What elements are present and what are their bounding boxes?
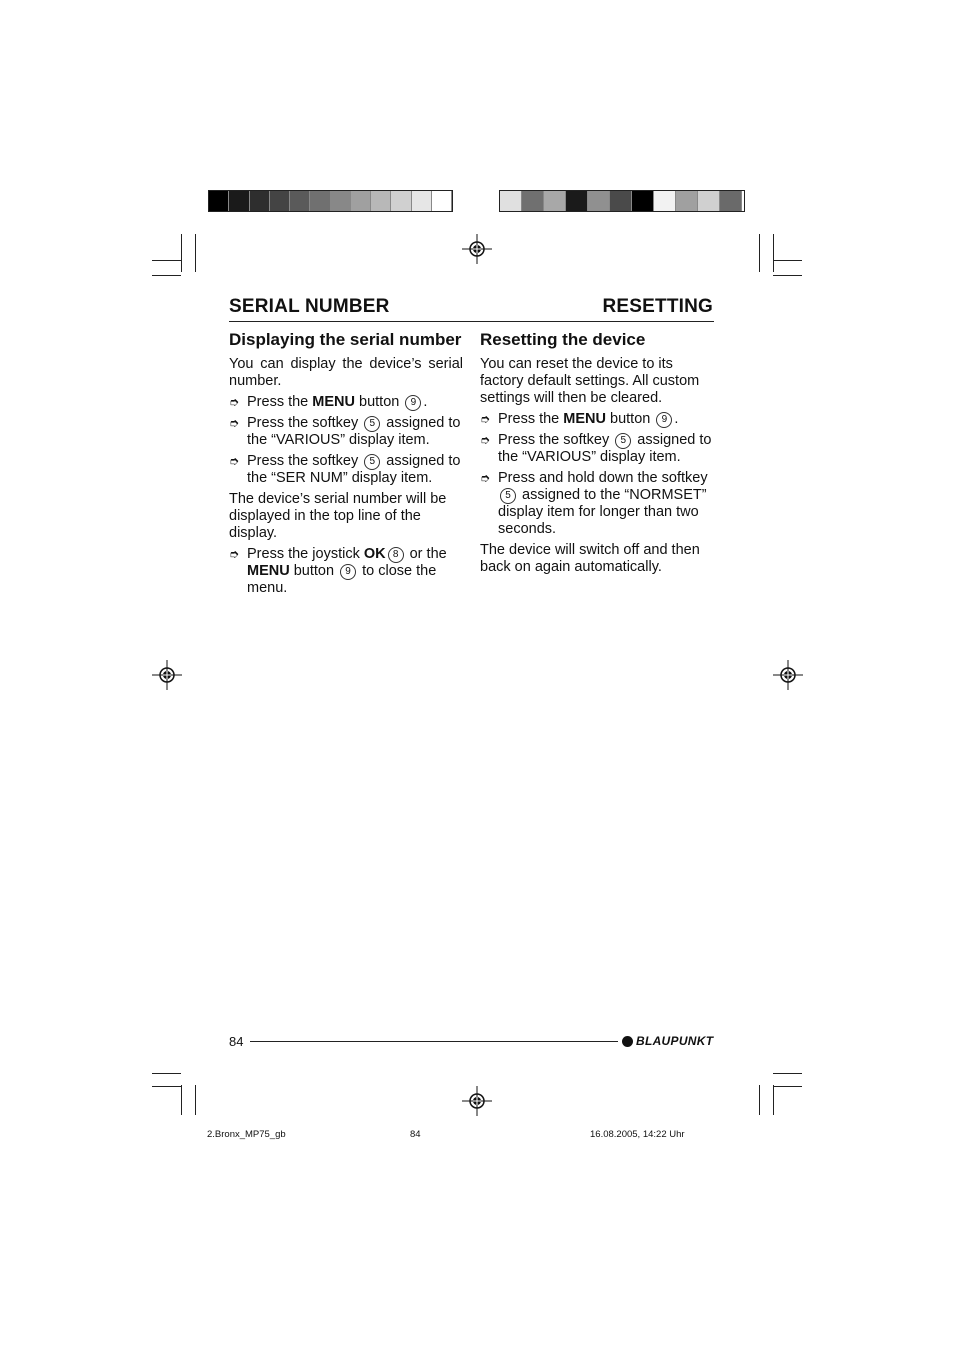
right-column [480,329,716,580]
print-timestamp: 16.08.2005, 14:22 Uhr [590,1129,685,1140]
arrow-icon: ➮ [229,454,240,468]
step-text: Press the softkey [498,432,614,448]
registration-mark-icon [773,660,803,690]
color-swatch [522,191,544,211]
color-swatch [371,191,391,211]
right-color-bar [499,190,745,212]
left-column [229,329,463,601]
key-number-badge: 5 [364,416,380,432]
key-number-badge: 8 [388,547,404,563]
color-swatch [391,191,411,211]
step-text: Press the softkey [247,453,363,469]
section-heading: Resetting the device [480,330,646,349]
color-swatch [290,191,310,211]
crop-mark [773,1086,802,1087]
step-text: to close the menu. [247,563,437,596]
page-number: 84 [229,1034,244,1049]
instruction-step [480,411,716,428]
key-number-badge: 5 [500,488,516,504]
step-bold: OK [363,546,386,562]
key-number-badge: 9 [656,412,672,428]
step-text: or the [405,546,447,562]
color-swatch [500,191,522,211]
color-swatch [588,191,610,211]
color-swatch [209,191,229,211]
color-swatch [432,191,452,211]
key-number-badge: 9 [340,564,356,580]
color-swatch [351,191,371,211]
brand-logo [622,1034,713,1048]
step-text: assigned to the “VARIOUS” display item. [247,415,461,448]
key-number-badge: 5 [364,454,380,470]
crop-mark [195,1085,196,1115]
crop-mark [773,1085,774,1115]
step-text: Press the [247,394,313,410]
section-heading: Displaying the serial number [229,330,462,349]
crop-mark [152,1073,181,1074]
color-swatch [610,191,632,211]
color-swatch [331,191,351,211]
step-text: assigned to the “VARIOUS” display item. [498,432,712,465]
intro-text: You can display the device’s serial number. [229,356,463,389]
instruction-step [229,546,463,597]
color-swatch [229,191,249,211]
crop-mark [195,234,196,272]
step-text: . [423,394,428,410]
step-text: . [674,411,679,427]
crop-mark [759,234,760,272]
sheet-number: 84 [410,1129,421,1140]
instruction-step [229,394,463,411]
step-text: button [289,563,339,579]
step-text: Press the [498,411,564,427]
arrow-icon: ➮ [229,395,240,409]
color-swatch [654,191,676,211]
arrow-icon: ➮ [480,471,491,485]
color-swatch [270,191,290,211]
arrow-icon: ➮ [480,433,491,447]
crop-mark [152,275,181,276]
color-swatch [676,191,698,211]
step-text: Press the joystick [247,546,364,562]
intro-text: You can reset the device to its factory default settings. All custom settings will then be cleared. [480,356,700,406]
step-bold: MENU [247,563,290,579]
step-text: assigned to the “NORMSET” display item for longer than two seconds. [498,487,707,537]
crop-mark [152,1086,181,1087]
color-swatch [544,191,566,211]
registration-mark-icon [462,1086,492,1116]
brand-name: BLAUPUNKT [636,1034,714,1048]
note-text: The device’s serial number will be displayed in the top line of the display. [229,491,447,541]
registration-mark-icon [462,234,492,264]
crop-mark [181,234,182,272]
crop-mark [773,1073,802,1074]
brand-dot-icon [622,1036,633,1047]
file-name: 2.Bronx_MP75_gb [207,1129,286,1140]
crop-mark [181,1085,182,1115]
footer-rule [250,1041,618,1042]
registration-mark-icon [152,660,182,690]
instruction-step [480,432,716,466]
crop-mark [773,260,802,261]
header-rule [229,321,714,322]
instruction-step [229,415,463,449]
step-text: assigned to the “SER NUM” display item. [247,453,461,486]
instruction-step [229,453,463,487]
crop-mark [759,1085,760,1115]
color-swatch [566,191,588,211]
color-swatch [250,191,270,211]
color-swatch [310,191,330,211]
crop-mark [773,275,802,276]
instruction-step [480,470,716,538]
left-color-bar [208,190,453,212]
arrow-icon: ➮ [229,416,240,430]
crop-mark [773,234,774,272]
step-bold: MENU [563,411,606,427]
note-text: The device will switch off and then back on again automatically. [480,542,700,575]
arrow-icon: ➮ [480,412,491,426]
arrow-icon: ➮ [229,547,240,561]
step-text: button [354,394,404,410]
key-number-badge: 9 [405,395,421,411]
crop-mark [152,260,181,261]
page-title-right: RESETTING [602,296,713,317]
step-text: button [605,411,655,427]
color-swatch [720,191,742,211]
page-title-left: SERIAL NUMBER [229,296,390,317]
color-swatch [412,191,432,211]
step-bold: MENU [312,394,355,410]
step-text: Press and hold down the softkey [498,470,708,486]
color-swatch [698,191,720,211]
key-number-badge: 5 [615,433,631,449]
step-text: Press the softkey [247,415,363,431]
color-swatch [632,191,654,211]
